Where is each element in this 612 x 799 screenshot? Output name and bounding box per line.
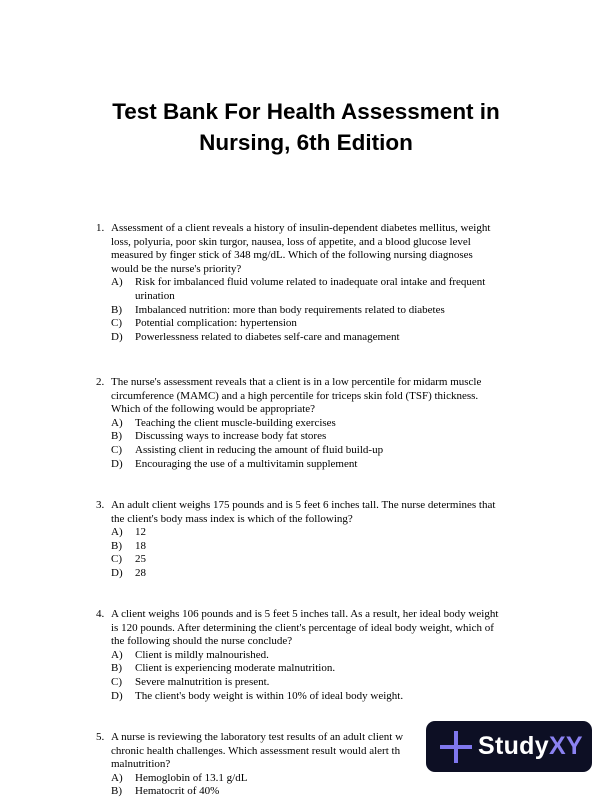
answer-option — [111, 649, 536, 663]
option-letter: B) — [111, 430, 122, 443]
question-stem-line: is 120 pounds. After determining the client's percentage of ideal body weight, which of — [111, 621, 494, 634]
option-letter: A) — [111, 771, 123, 784]
option-letter: D) — [111, 330, 123, 343]
option-text — [135, 317, 536, 331]
answer-option — [111, 662, 536, 676]
answer-option — [111, 444, 536, 458]
answer-option — [111, 417, 536, 431]
question-stem-line: measured by finger stick of 348 mg/dL. Which of the following nursing diagnoses — [111, 249, 473, 262]
option-text-line: Client is mildly malnourished. — [135, 648, 269, 661]
answer-options — [111, 276, 536, 344]
option-text — [135, 458, 536, 472]
question-2 — [96, 376, 536, 471]
option-text-line: Severe malnutrition is present. — [135, 675, 270, 688]
option-text — [135, 331, 536, 345]
option-letter: D) — [111, 689, 123, 702]
option-text-line: Hemoglobin of 13.1 g/dL — [135, 771, 248, 784]
question-stem — [111, 499, 536, 526]
question-stem-line: An adult client weighs 175 pounds and is 5 feet 6 inches tall. The nurse determines that — [111, 499, 496, 511]
question-stem — [111, 222, 536, 276]
answer-option — [111, 567, 536, 581]
option-text-line: Powerlessness related to diabetes self-care and management — [135, 330, 400, 343]
answer-option — [111, 331, 536, 345]
question-stem — [111, 608, 536, 649]
option-text — [135, 540, 536, 554]
studyxy-logo-text: StudyXY — [478, 732, 583, 760]
answer-options — [111, 417, 536, 471]
option-text — [135, 676, 536, 690]
option-text — [135, 690, 536, 704]
question-stem-line: Which of the following would be appropriate? — [111, 403, 316, 416]
option-letter: D) — [111, 566, 123, 579]
option-letter: A) — [111, 526, 123, 539]
question-number: 4. — [96, 608, 105, 620]
option-text — [135, 430, 536, 444]
option-text-line: urination — [135, 289, 175, 302]
option-text-line: Hematocrit of 40% — [135, 785, 220, 798]
option-letter: A) — [111, 276, 123, 289]
answer-option — [111, 276, 536, 303]
option-letter: B) — [111, 539, 122, 552]
question-stem-line: would be the nurse's priority? — [111, 262, 242, 275]
option-text-line: Encouraging the use of a multivitamin supplement — [135, 457, 358, 470]
option-letter: B) — [111, 662, 122, 675]
option-letter: D) — [111, 457, 123, 470]
option-letter: C) — [111, 553, 122, 566]
question-number: 1. — [96, 222, 105, 234]
answer-options — [111, 526, 536, 580]
option-text-line: 28 — [135, 566, 146, 579]
option-letter: B) — [111, 785, 122, 798]
answer-option — [111, 526, 536, 540]
question-number: 3. — [96, 499, 105, 511]
answer-options — [111, 649, 536, 703]
option-letter: A) — [111, 648, 123, 661]
answer-option — [111, 676, 536, 690]
question-stem-line: chronic health challenges. Which assessment result would alert th — [111, 744, 401, 757]
option-text-line: 25 — [135, 553, 146, 566]
studyxy-badge[interactable] — [426, 721, 592, 772]
option-text-line: Teaching the client muscle-building exercises — [135, 416, 336, 429]
plus-icon — [440, 731, 472, 763]
title-line-1: Test Bank For Health Assessment in — [112, 99, 500, 124]
option-letter: C) — [111, 317, 122, 330]
option-letter: A) — [111, 416, 123, 429]
option-text-line: Assisting client in reducing the amount of fluid build-up — [135, 443, 384, 456]
option-text — [135, 444, 536, 458]
option-text-line: Potential complication: hypertension — [135, 317, 297, 330]
option-letter: C) — [111, 443, 122, 456]
option-text-line: Imbalanced nutrition: more than body requirements related to diabetes — [135, 303, 445, 316]
question-stem — [111, 376, 536, 417]
question-stem-line: loss, polyuria, poor skin turgor, nausea, loss of appetite, and a blood glucose level — [111, 235, 471, 248]
question-stem-line: malnutrition? — [111, 758, 171, 771]
answer-option — [111, 785, 536, 799]
answer-option — [111, 304, 536, 318]
option-text — [135, 567, 536, 581]
option-text-line: Discussing ways to increase body fat stores — [135, 430, 327, 443]
option-text-line: Client is experiencing moderate malnutrition. — [135, 662, 336, 675]
option-text — [135, 785, 536, 799]
option-text — [135, 772, 536, 786]
answer-option — [111, 540, 536, 554]
question-number: 2. — [96, 376, 105, 388]
answer-option — [111, 772, 536, 786]
question-4 — [96, 608, 536, 703]
document-title — [0, 96, 612, 158]
option-letter: B) — [111, 303, 122, 316]
option-text-line: 12 — [135, 526, 146, 539]
answer-option — [111, 430, 536, 444]
option-text — [135, 417, 536, 431]
option-text-line: The client's body weight is within 10% of ideal body weight. — [135, 689, 404, 702]
question-stem-line: circumference (MAMC) and a high percentile for triceps skin fold (TSF) thickness. — [111, 389, 479, 402]
question-stem-line: Assessment of a client reveals a history of insulin-dependent diabetes mellitus, weight — [111, 222, 491, 234]
question-stem-line: A nurse is reviewing the laboratory test results of an adult client w — [111, 731, 404, 743]
option-text — [135, 662, 536, 676]
option-text-line: Risk for imbalanced fluid volume related to inadequate oral intake and frequent — [135, 276, 486, 289]
question-stem-line: the following should the nurse conclude? — [111, 635, 293, 648]
question-number: 5. — [96, 731, 105, 743]
answer-option — [111, 690, 536, 704]
option-text — [135, 649, 536, 663]
option-letter: C) — [111, 675, 122, 688]
option-text — [135, 526, 536, 540]
option-text — [135, 304, 536, 318]
option-text — [135, 553, 536, 567]
question-1 — [96, 222, 536, 344]
question-stem-line: the client's body mass index is which of the following? — [111, 512, 353, 525]
question-3 — [96, 499, 536, 581]
answer-option — [111, 317, 536, 331]
answer-option — [111, 458, 536, 472]
option-text-line: 18 — [135, 539, 146, 552]
answer-option — [111, 553, 536, 567]
question-stem-line: A client weighs 106 pounds and is 5 feet 5 inches tall. As a result, her ideal body weight — [111, 608, 499, 620]
question-stem-line: The nurse's assessment reveals that a client is in a low percentile for midarm muscle — [111, 376, 482, 388]
option-text — [135, 276, 536, 303]
title-line-2: Nursing, 6th Edition — [199, 130, 413, 155]
answer-options — [111, 772, 536, 799]
